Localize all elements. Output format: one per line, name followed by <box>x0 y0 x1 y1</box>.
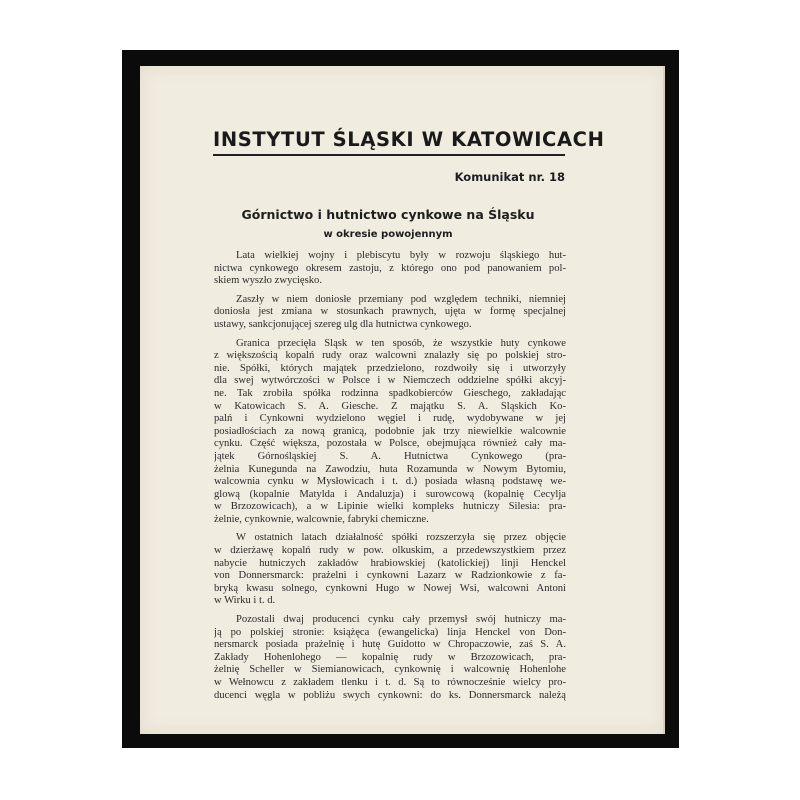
text-line: żelnia Kunegunda na Zawodziu, huta Rozamunda w Nowym Bytomiu, <box>214 463 566 475</box>
text-line: ducenci węgla w pobliżu swych cynkowni: do ks. Donnersmarck należą <box>214 689 566 701</box>
paragraph <box>214 250 566 288</box>
text-line: bryką kwasu solnego, cynkowni Hugo w Nowej Wsi, walcowni Antoni <box>214 582 566 594</box>
text-line: walcownia cynku w Mysłowicach i t. d.) posiada własną podstawę we- <box>214 476 566 488</box>
text-line: żelnie, cynkownie, walcownie, fabryki chemiczne. <box>214 513 429 525</box>
text-line: skiem wyszło zwycięsko. <box>214 275 322 287</box>
text-line: nie. Spółki, których majątek przedzielono, rozdwoiły się i utworzyły <box>214 362 566 374</box>
text-line: Zakłady Hohenlohego — kopalnię rudy w Brzozowicach, pra- <box>214 651 566 663</box>
text-line: w dzierżawę kopalń rudy w pow. olkuskim, a przedewszystkiem przez <box>214 545 566 557</box>
text-line: w Brzozowicach), a w Lipinie wielki kompleks hutniczy Silesia: pra- <box>214 501 566 513</box>
text-line: ją po polskiej stronie: książęca (ewangelicka) linja Henckel von Don- <box>214 626 566 638</box>
paragraph <box>214 294 566 332</box>
institute-title: INSTYTUT ŚLĄSKI W KATOWICACH <box>213 128 605 151</box>
text-line: von Donnersmarck: prażelni i cynkowni Lazarz w Radzionkowie z fa- <box>214 570 566 582</box>
text-line: W ostatnich latach działalność spółki rozszerzyła się przez objęcie <box>236 532 566 544</box>
text-line: jątek Górnośląskiej S. A. Hutnictwa Cynkowego (pra- <box>214 450 566 462</box>
text-line: Pozostali dwaj producenci cynku cały przemysł swój hutniczy ma- <box>236 614 566 626</box>
title-rule <box>213 154 565 156</box>
text-line: dla swej wytwórczości w Polsce i w Niemczech oddzielne spółki akcyj- <box>214 375 566 387</box>
paragraph <box>214 614 566 702</box>
paragraph <box>214 338 566 527</box>
text-line: Zaszły w niem doniosłe przemiany pod względem techniki, niemniej <box>236 293 566 305</box>
text-line: żelnię Scheller w Siemianowicach, cynkownię i walcownię Hohenlohe <box>214 664 566 676</box>
text-line: nabycie hutniczych zakładów hrabiowskiej (katolickiej) linji Henckel <box>214 557 566 569</box>
text-line: doniosła jest zmiana w stosunkach prawnych, ujęta w formę specjalnej <box>214 306 566 318</box>
text-line: nictwa cynkowego okresem zastoju, z którego ono pod panowaniem pol- <box>214 262 566 274</box>
communique-number: Komunikat nr. 18 <box>454 170 565 184</box>
text-line: w Wirku i t. d. <box>214 595 276 607</box>
paragraph <box>214 532 566 608</box>
text-line: cynku. Część większa, pozostała w Polsce, obejmująca również cały ma- <box>214 438 566 450</box>
text-line: w Katowicach S. A. Giesche. Z majątku S. A. Śląskich Ko- <box>214 400 566 412</box>
text-line: posiadłościach za nową granicą, podobnie jak trzy niewielkie walcownie <box>214 425 566 437</box>
text-line: w Wełnowcu z zakładem tlenku i t. d. Są to równocześnie wielcy pro- <box>214 677 566 688</box>
article-title: Górnictwo i hutnictwo cynkowe na Śląsku <box>241 207 535 222</box>
text-line: Lata wielkiej wojny i plebiscytu były w rozwoju śląskiego hut- <box>236 250 566 261</box>
text-line: glową (kopalnie Matylda i Andaluzja) i surowcową (kopalnię Cecylja <box>214 488 566 500</box>
text-line: ne. Tak zrobiła spółka rodzinna spadkobierców Gieschego, zakładając <box>214 387 566 399</box>
text-line: Granica przecięła Śląsk w ten sposób, że wszystkie huty cynkowe <box>236 337 566 349</box>
article-body <box>214 250 566 708</box>
article-subtitle: w okresie powojennym <box>323 229 453 240</box>
text-line: z większością kopalń rudy oraz walcowni znalazły się po polskiej stro- <box>214 350 566 362</box>
text-line: nersmarck posiada prażelnię i hutę Guidotto w Chropaczowie, zaś S. A. <box>214 639 566 651</box>
text-line: ustawy, sankcjonującej szereg ulg dla hutnictwa cynkowego. <box>214 318 472 330</box>
text-line: palń i Cynkowni wydzielono węgiel i rudę, wydobywane w jej <box>214 413 566 425</box>
page-edge <box>663 66 665 734</box>
